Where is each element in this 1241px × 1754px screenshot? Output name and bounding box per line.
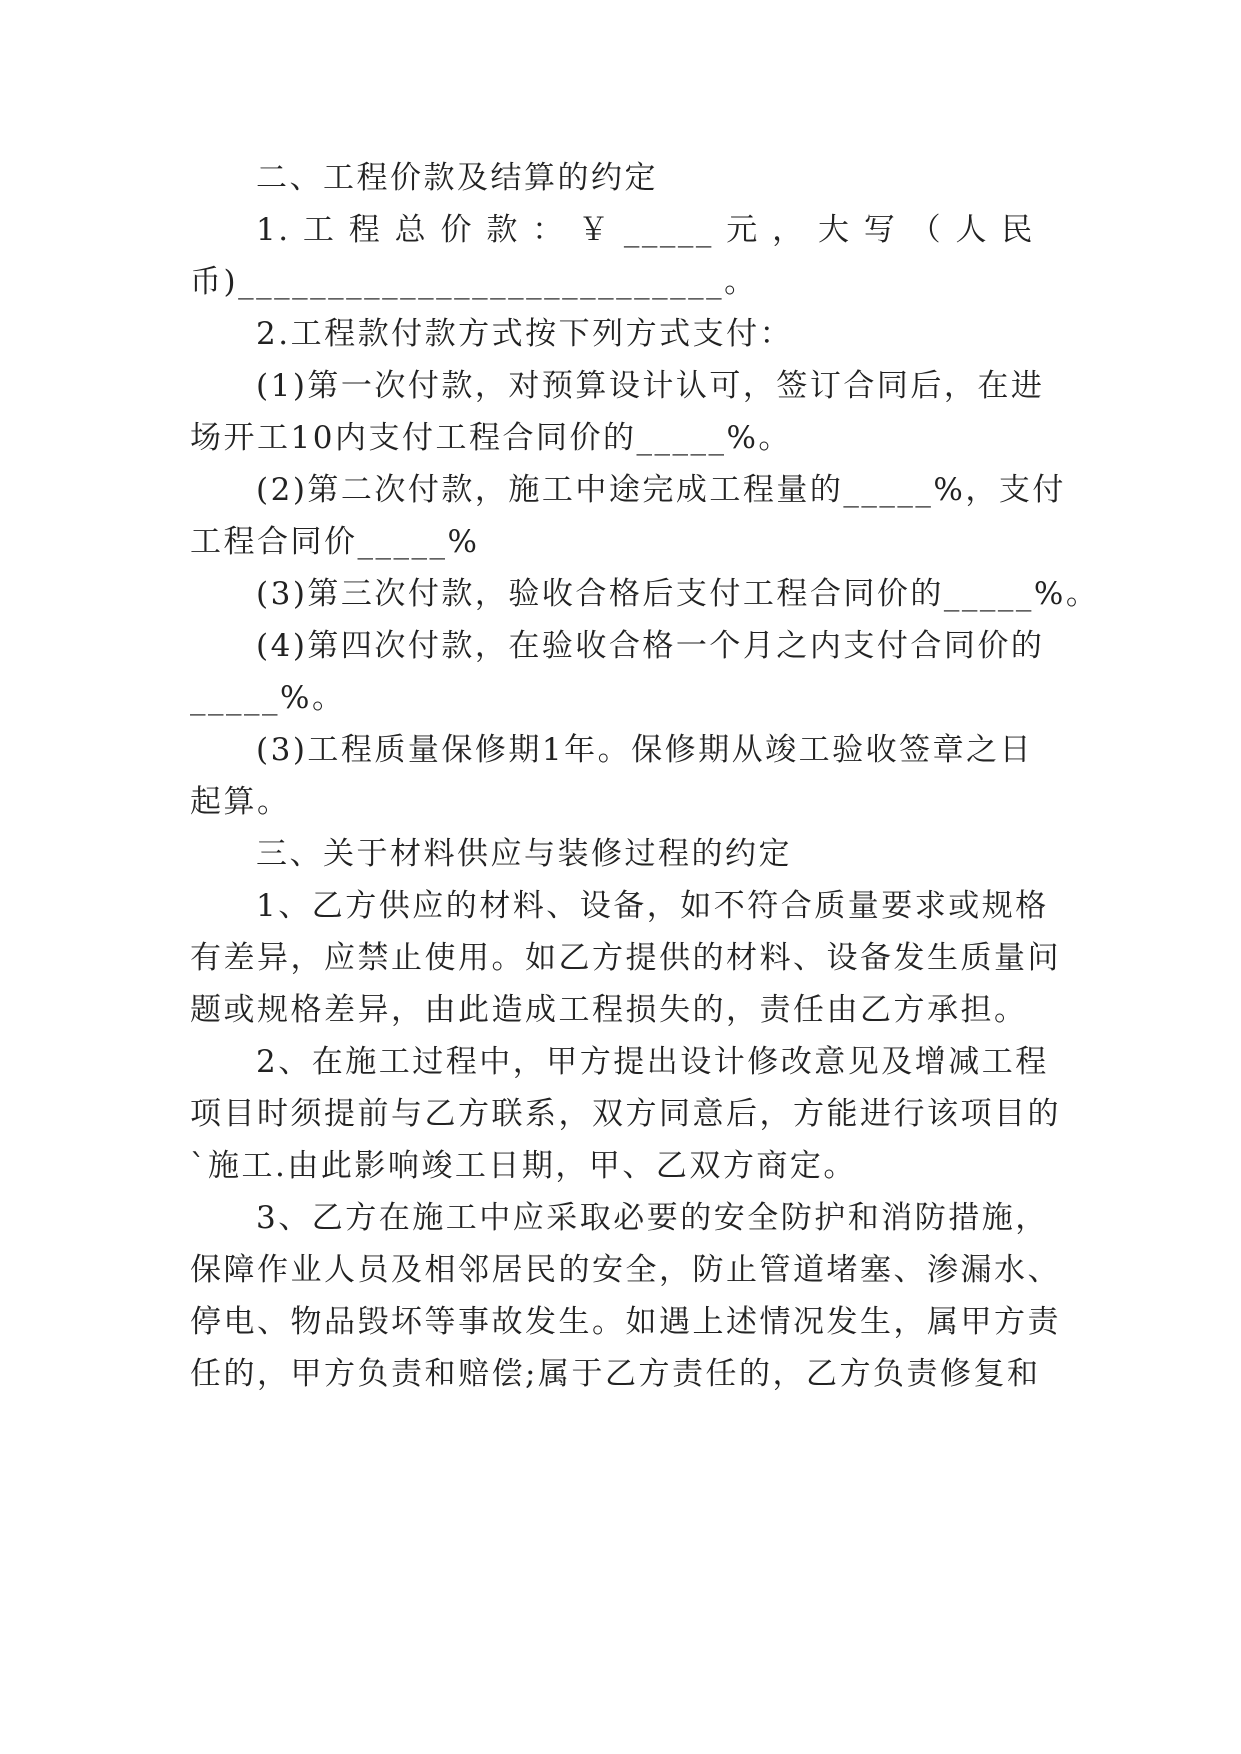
text-line: 2.工程款付款方式按下列方式支付： <box>256 316 794 352</box>
text-line: 币)___________________________。 <box>190 264 758 300</box>
text-line: 3、乙方在施工中应采取必要的安全防护和消防措施， <box>256 1200 1049 1236</box>
text-line: _____%。 <box>190 680 346 716</box>
text-line: 项目时须提前与乙方联系，双方同意后，方能进行该项目的 <box>190 1096 1061 1132</box>
text-line: (3)第三次付款，验收合格后支付工程合同价的_____%。 <box>256 576 1100 612</box>
text-line: (4)第四次付款，在验收合格一个月之内支付合同价的 <box>256 628 1045 664</box>
text-line: (1)第一次付款，对预算设计认可，签订合同后，在进 <box>256 368 1045 404</box>
text-line: 1、乙方供应的材料、设备，如不符合质量要求或规格 <box>256 888 1049 924</box>
text-line: 有差异，应禁止使用。如乙方提供的材料、设备发生质量问 <box>190 940 1061 976</box>
text-line: (2)第二次付款，施工中途完成工程量的_____%，支付 <box>256 472 1066 508</box>
section-heading-2: 二、工程价款及结算的约定 <box>256 160 658 196</box>
text-line: 停电、物品毁坏等事故发生。如遇上述情况发生，属甲方责 <box>190 1304 1061 1340</box>
text-line: (3)工程质量保修期1年。保修期从竣工验收签章之日 <box>256 732 1034 768</box>
text-line: 任的，甲方负责和赔偿;属于乙方责任的，乙方负责修复和 <box>190 1356 1041 1392</box>
text-line: 场开工10内支付工程合同价的_____%。 <box>190 420 792 456</box>
text-line: 保障作业人员及相邻居民的安全，防止管道堵塞、渗漏水、 <box>190 1252 1061 1288</box>
text-line: 起算。 <box>190 784 291 820</box>
text-line: 题或规格差异，由此造成工程损失的，责任由乙方承担。 <box>190 992 1028 1028</box>
text-line: `施工.由此影响竣工日期，甲、乙双方商定。 <box>190 1148 857 1184</box>
section-heading-3: 三、关于材料供应与装修过程的约定 <box>256 836 792 872</box>
text-line: 工程合同价_____% <box>190 524 480 560</box>
text-line: 1. 工 程 总 价 款 ： ￥ _____ 元 ， 大 写 （ 人 民 <box>256 212 1035 248</box>
text-line: 2、在施工过程中，甲方提出设计修改意见及增减工程 <box>256 1044 1049 1080</box>
